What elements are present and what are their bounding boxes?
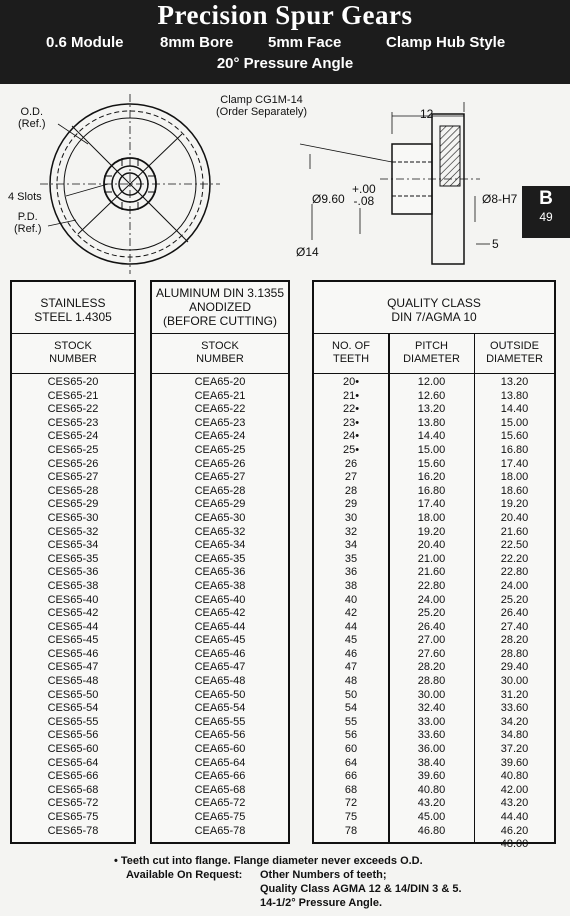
- dim-hub-od-label: Ø14: [296, 245, 319, 259]
- stainless-stock-cell: CES65-78: [47, 824, 99, 837]
- aluminum-stock-cell: CEA65-66: [194, 770, 246, 783]
- pitch-diameter-cell: 30.00: [417, 688, 446, 701]
- outside-diameter-cell: 31.20: [500, 688, 529, 701]
- stainless-stock-cell: CES65-45: [47, 634, 99, 647]
- aluminum-stock-cell: CEA65-78: [194, 824, 246, 837]
- outside-col-header: OUTSIDE DIAMETER: [475, 334, 554, 374]
- front-view-drawing: [40, 94, 220, 274]
- clamp-label: Clamp CG1M-14 (Order Separately): [216, 94, 308, 118]
- outside-diameter-cell: 22.50: [500, 539, 529, 552]
- stainless-header: STAINLESS STEEL 1.4305: [12, 282, 134, 334]
- aluminum-stock-column: [152, 376, 288, 838]
- teeth-cell: 55: [344, 715, 358, 728]
- pitch-diameter-cell: 39.60: [417, 770, 446, 783]
- outside-diameter-cell: 34.20: [500, 715, 529, 728]
- pitch-diameter-cell: 27.00: [417, 634, 446, 647]
- teeth-cell: 36: [344, 566, 358, 579]
- stainless-stock-cell: CES65-29: [47, 498, 99, 511]
- stainless-stock-cell: CES65-64: [47, 756, 99, 769]
- pitch-diameter-cell: 15.00: [417, 443, 446, 456]
- stainless-stock-cell: CES65-30: [47, 511, 99, 524]
- outside-diameter-cell: 33.60: [500, 702, 529, 715]
- outside-diameter-cell: 40.80: [500, 770, 529, 783]
- aluminum-stock-cell: CEA65-24: [194, 430, 246, 443]
- stainless-stock-cell: CES65-40: [47, 593, 99, 606]
- stainless-stock-column: [12, 376, 134, 838]
- spec-face: 5mm Face: [268, 34, 342, 51]
- aluminum-stock-cell: CEA65-40: [194, 593, 246, 606]
- outside-diameter-cell: 29.40: [500, 661, 529, 674]
- teeth-cell: 56: [344, 729, 358, 742]
- pitch-diameter-cell: 26.40: [417, 620, 446, 633]
- aluminum-stock-cell: CEA65-64: [194, 756, 246, 769]
- aluminum-stock-cell: CEA65-38: [194, 579, 246, 592]
- stainless-stock-cell: CES65-66: [47, 770, 99, 783]
- outside-diameter-cell: 13.20: [500, 376, 529, 388]
- pitch-diameter-cell: 36.00: [417, 743, 446, 756]
- aluminum-stock-cell: CEA65-36: [194, 566, 246, 579]
- outside-diameter-cell: 24.00: [500, 579, 529, 592]
- outside-diameter-cell: 26.40: [500, 607, 529, 620]
- teeth-cell: 27: [344, 471, 358, 484]
- stainless-stock-cell: CES65-42: [47, 607, 99, 620]
- stainless-stock-cell: CES65-36: [47, 566, 99, 579]
- outside-diameter-cell: 18.00: [500, 471, 529, 484]
- pitch-diameter-cell: 15.60: [417, 457, 446, 470]
- outside-diameter-cell: 18.60: [500, 484, 529, 497]
- aluminum-stock-cell: CEA65-68: [194, 783, 246, 796]
- section-tab: [522, 186, 570, 238]
- aluminum-stock-cell: CEA65-45: [194, 634, 246, 647]
- page-title: Precision Spur Gears: [157, 0, 413, 30]
- pitch-diameter-cell: 20.40: [417, 539, 446, 552]
- dim-face-label: 5: [492, 237, 499, 251]
- pitch-diameter-cell: 12.00: [417, 376, 446, 388]
- stainless-stock-cell: CES65-22: [47, 403, 99, 416]
- aluminum-stock-cell: CEA65-21: [194, 389, 246, 402]
- aluminum-stock-cell: CEA65-29: [194, 498, 246, 511]
- aluminum-stock-cell: CEA65-44: [194, 620, 246, 633]
- teeth-cell: 25•: [342, 443, 360, 456]
- teeth-cell: 50: [344, 688, 358, 701]
- outside-diameter-cell: 48.00: [500, 838, 529, 851]
- outside-diameter-cell: 30.00: [500, 675, 529, 688]
- available-line-1: Other Numbers of teeth;: [260, 869, 387, 881]
- outside-diameter-cell: 17.40: [500, 457, 529, 470]
- stainless-stock-cell: CES65-27: [47, 471, 99, 484]
- teeth-cell: 78: [344, 824, 358, 837]
- pitch-diameter-cell: 24.00: [417, 593, 446, 606]
- teeth-cell: 32: [344, 525, 358, 538]
- teeth-column: [314, 376, 388, 838]
- section-page: 49: [539, 210, 553, 224]
- stainless-stock-cell: CES65-50: [47, 688, 99, 701]
- section-letter: B: [539, 188, 553, 209]
- teeth-cell: 23•: [342, 416, 360, 429]
- teeth-cell: 72: [344, 797, 358, 810]
- outside-diameter-cell: 15.00: [500, 416, 529, 429]
- dim-hub-dia-label: Ø9.60: [312, 192, 345, 206]
- quality-header: QUALITY CLASS DIN 7/AGMA 10: [314, 282, 554, 334]
- aluminum-stock-cell: CEA65-22: [194, 403, 246, 416]
- pitch-diameter-cell: 46.80: [417, 824, 446, 837]
- aluminum-stock-cell: CEA65-35: [194, 552, 246, 565]
- outside-diameter-cell: 15.60: [500, 430, 529, 443]
- stainless-stock-cell: CES65-48: [47, 675, 99, 688]
- stainless-stock-cell: CES65-75: [47, 811, 99, 823]
- aluminum-stock-cell: CEA65-55: [194, 715, 246, 728]
- stainless-stock-cell: CES65-26: [47, 457, 99, 470]
- stainless-stock-cell: CES65-47: [47, 661, 99, 674]
- teeth-cell: 48: [344, 675, 358, 688]
- aluminum-stock-cell: CEA65-42: [194, 607, 246, 620]
- teeth-cell: 30: [344, 511, 358, 524]
- stainless-stock-cell: CES65-44: [47, 620, 99, 633]
- outside-diameter-cell: 44.40: [500, 811, 529, 823]
- outside-diameter-cell: 28.20: [500, 634, 529, 647]
- teeth-cell: 75: [344, 811, 358, 823]
- aluminum-stock-cell: CEA65-48: [194, 675, 246, 688]
- stainless-stock-cell: CES65-60: [47, 743, 99, 756]
- stainless-stock-cell: CES65-20: [47, 376, 99, 388]
- teeth-cell: 35: [344, 552, 358, 565]
- aluminum-stock-cell: CEA65-27: [194, 471, 246, 484]
- technical-drawing: [0, 84, 570, 274]
- available-line-2: Quality Class AGMA 12 & 14/DIN 3 & 5.: [260, 883, 462, 895]
- aluminum-header: ALUMINUM DIN 3.1355 ANODIZED (BEFORE CUTTING): [152, 282, 288, 334]
- aluminum-col-header: STOCK NUMBER: [152, 334, 288, 374]
- teeth-cell: 34: [344, 539, 358, 552]
- stainless-stock-cell: CES65-32: [47, 525, 99, 538]
- teeth-cell: 47: [344, 661, 358, 674]
- spec-hub-style: Clamp Hub Style: [386, 34, 506, 51]
- aluminum-stock-cell: CEA65-25: [194, 443, 246, 456]
- pitch-diameter-cell: 16.80: [417, 484, 446, 497]
- pitch-column: [390, 376, 474, 838]
- aluminum-table: [150, 280, 290, 844]
- stainless-table: [10, 280, 136, 844]
- aluminum-stock-cell: CEA65-50: [194, 688, 246, 701]
- pitch-col-header: PITCH DIAMETER: [390, 334, 474, 374]
- outside-diameter-cell: 13.80: [500, 389, 529, 402]
- aluminum-stock-cell: CEA65-32: [194, 525, 246, 538]
- outside-diameter-cell: 28.80: [500, 647, 529, 660]
- pitch-diameter-cell: 12.60: [417, 389, 446, 402]
- available-line-3: 14-1/2° Pressure Angle.: [260, 897, 382, 909]
- pitch-diameter-cell: 21.60: [417, 566, 446, 579]
- outside-diameter-cell: 37.20: [500, 743, 529, 756]
- pitch-diameter-cell: 18.00: [417, 511, 446, 524]
- stainless-stock-cell: CES65-54: [47, 702, 99, 715]
- pitch-diameter-cell: 27.60: [417, 647, 446, 660]
- outside-diameter-cell: 19.20: [500, 498, 529, 511]
- teeth-col-header: NO. OF TEETH: [314, 334, 388, 374]
- outside-diameter-cell: 46.20: [500, 824, 529, 837]
- side-view-drawing: [300, 102, 490, 264]
- pitch-diameter-cell: 22.80: [417, 579, 446, 592]
- aluminum-stock-cell: CEA65-30: [194, 511, 246, 524]
- outside-diameter-cell: 42.00: [500, 783, 529, 796]
- aluminum-stock-cell: CEA65-23: [194, 416, 246, 429]
- teeth-cell: 22•: [342, 403, 360, 416]
- outside-diameter-cell: 22.80: [500, 566, 529, 579]
- outside-diameter-cell: 39.60: [500, 756, 529, 769]
- pitch-diameter-cell: 28.80: [417, 675, 446, 688]
- pressure-angle: 20° Pressure Angle: [216, 55, 354, 72]
- footnote-bullet: • Teeth cut into flange. Flange diameter never exceeds O.D.: [114, 855, 423, 867]
- aluminum-stock-cell: CEA65-75: [194, 811, 246, 823]
- pitch-diameter-cell: 32.40: [417, 702, 446, 715]
- stainless-stock-cell: CES65-23: [47, 416, 99, 429]
- aluminum-stock-cell: CEA65-56: [194, 729, 246, 742]
- teeth-cell: 29: [344, 498, 358, 511]
- teeth-cell: 45: [344, 634, 358, 647]
- outside-diameter-cell: 20.40: [500, 511, 529, 524]
- outside-column: [475, 376, 554, 852]
- stainless-stock-cell: CES65-34: [47, 539, 99, 552]
- teeth-cell: 68: [344, 783, 358, 796]
- pitch-diameter-cell: 13.80: [417, 416, 446, 429]
- pitch-diameter-cell: 28.20: [417, 661, 446, 674]
- aluminum-stock-cell: CEA65-20: [194, 376, 246, 388]
- teeth-cell: 38: [344, 579, 358, 592]
- teeth-cell: 46: [344, 647, 358, 660]
- slots-label: 4 Slots: [8, 191, 42, 203]
- pitch-diameter-cell: 17.40: [417, 498, 446, 511]
- outside-diameter-cell: 16.80: [500, 443, 529, 456]
- aluminum-stock-cell: CEA65-47: [194, 661, 246, 674]
- stainless-stock-cell: CES65-56: [47, 729, 99, 742]
- stainless-stock-cell: CES65-72: [47, 797, 99, 810]
- aluminum-stock-cell: CEA65-46: [194, 647, 246, 660]
- aluminum-stock-cell: CEA65-28: [194, 484, 246, 497]
- pitch-diameter-cell: 25.20: [417, 607, 446, 620]
- stainless-stock-cell: CES65-25: [47, 443, 99, 456]
- dim-width-label: 12: [420, 107, 434, 121]
- pitch-diameter-cell: 13.20: [417, 403, 446, 416]
- teeth-cell: 26: [344, 457, 358, 470]
- stainless-stock-cell: CES65-24: [47, 430, 99, 443]
- stainless-stock-cell: CES65-55: [47, 715, 99, 728]
- aluminum-stock-cell: CEA65-60: [194, 743, 246, 756]
- teeth-cell: 66: [344, 770, 358, 783]
- spec-module: 0.6 Module: [46, 34, 124, 51]
- pitch-diameter-cell: 43.20: [417, 797, 446, 810]
- available-label: Available On Request:: [126, 869, 243, 881]
- teeth-cell: 54: [344, 702, 358, 715]
- teeth-cell: 21•: [342, 389, 360, 402]
- pitch-diameter-cell: 14.40: [417, 430, 446, 443]
- aluminum-stock-cell: CEA65-34: [194, 539, 246, 552]
- stainless-stock-cell: CES65-68: [47, 783, 99, 796]
- outside-diameter-cell: 27.40: [500, 620, 529, 633]
- aluminum-stock-cell: CEA65-72: [194, 797, 246, 810]
- teeth-cell: 64: [344, 756, 358, 769]
- pitch-diameter-cell: 16.20: [417, 471, 446, 484]
- pitch-diameter-cell: 40.80: [417, 783, 446, 796]
- aluminum-stock-cell: CEA65-26: [194, 457, 246, 470]
- teeth-cell: 20•: [342, 376, 360, 388]
- teeth-cell: 24•: [342, 430, 360, 443]
- pitch-diameter-cell: 19.20: [417, 525, 446, 538]
- outside-diameter-cell: 25.20: [500, 593, 529, 606]
- outside-diameter-cell: 21.60: [500, 525, 529, 538]
- header-banner: [0, 0, 570, 84]
- outside-diameter-cell: 22.20: [500, 552, 529, 565]
- outside-diameter-cell: 43.20: [500, 797, 529, 810]
- pitch-diameter-cell: 38.40: [417, 756, 446, 769]
- pitch-diameter-cell: 33.60: [417, 729, 446, 742]
- pitch-diameter-cell: 45.00: [417, 811, 446, 823]
- teeth-cell: 60: [344, 743, 358, 756]
- spec-bore: 8mm Bore: [160, 34, 234, 51]
- stainless-stock-cell: CES65-38: [47, 579, 99, 592]
- pd-label: P.D. (Ref.): [14, 211, 42, 235]
- stainless-stock-cell: CES65-28: [47, 484, 99, 497]
- teeth-cell: 28: [344, 484, 358, 497]
- stainless-stock-cell: CES65-46: [47, 647, 99, 660]
- stainless-stock-cell: CES65-35: [47, 552, 99, 565]
- dim-bore-label: Ø8-H7: [482, 192, 518, 206]
- quality-table: [312, 280, 556, 851]
- tolerance-label: +.00 -.08: [352, 182, 376, 208]
- outside-diameter-cell: 14.40: [500, 403, 529, 416]
- aluminum-stock-cell: CEA65-54: [194, 702, 246, 715]
- pitch-diameter-cell: 33.00: [417, 715, 446, 728]
- stainless-stock-cell: CES65-21: [47, 389, 99, 402]
- outside-diameter-cell: 34.80: [500, 729, 529, 742]
- teeth-cell: 40: [344, 593, 358, 606]
- pitch-diameter-cell: 21.00: [417, 552, 446, 565]
- stainless-col-header: STOCK NUMBER: [12, 334, 134, 374]
- teeth-cell: 44: [344, 620, 358, 633]
- teeth-cell: 42: [344, 607, 358, 620]
- od-label: O.D. (Ref.): [18, 106, 46, 130]
